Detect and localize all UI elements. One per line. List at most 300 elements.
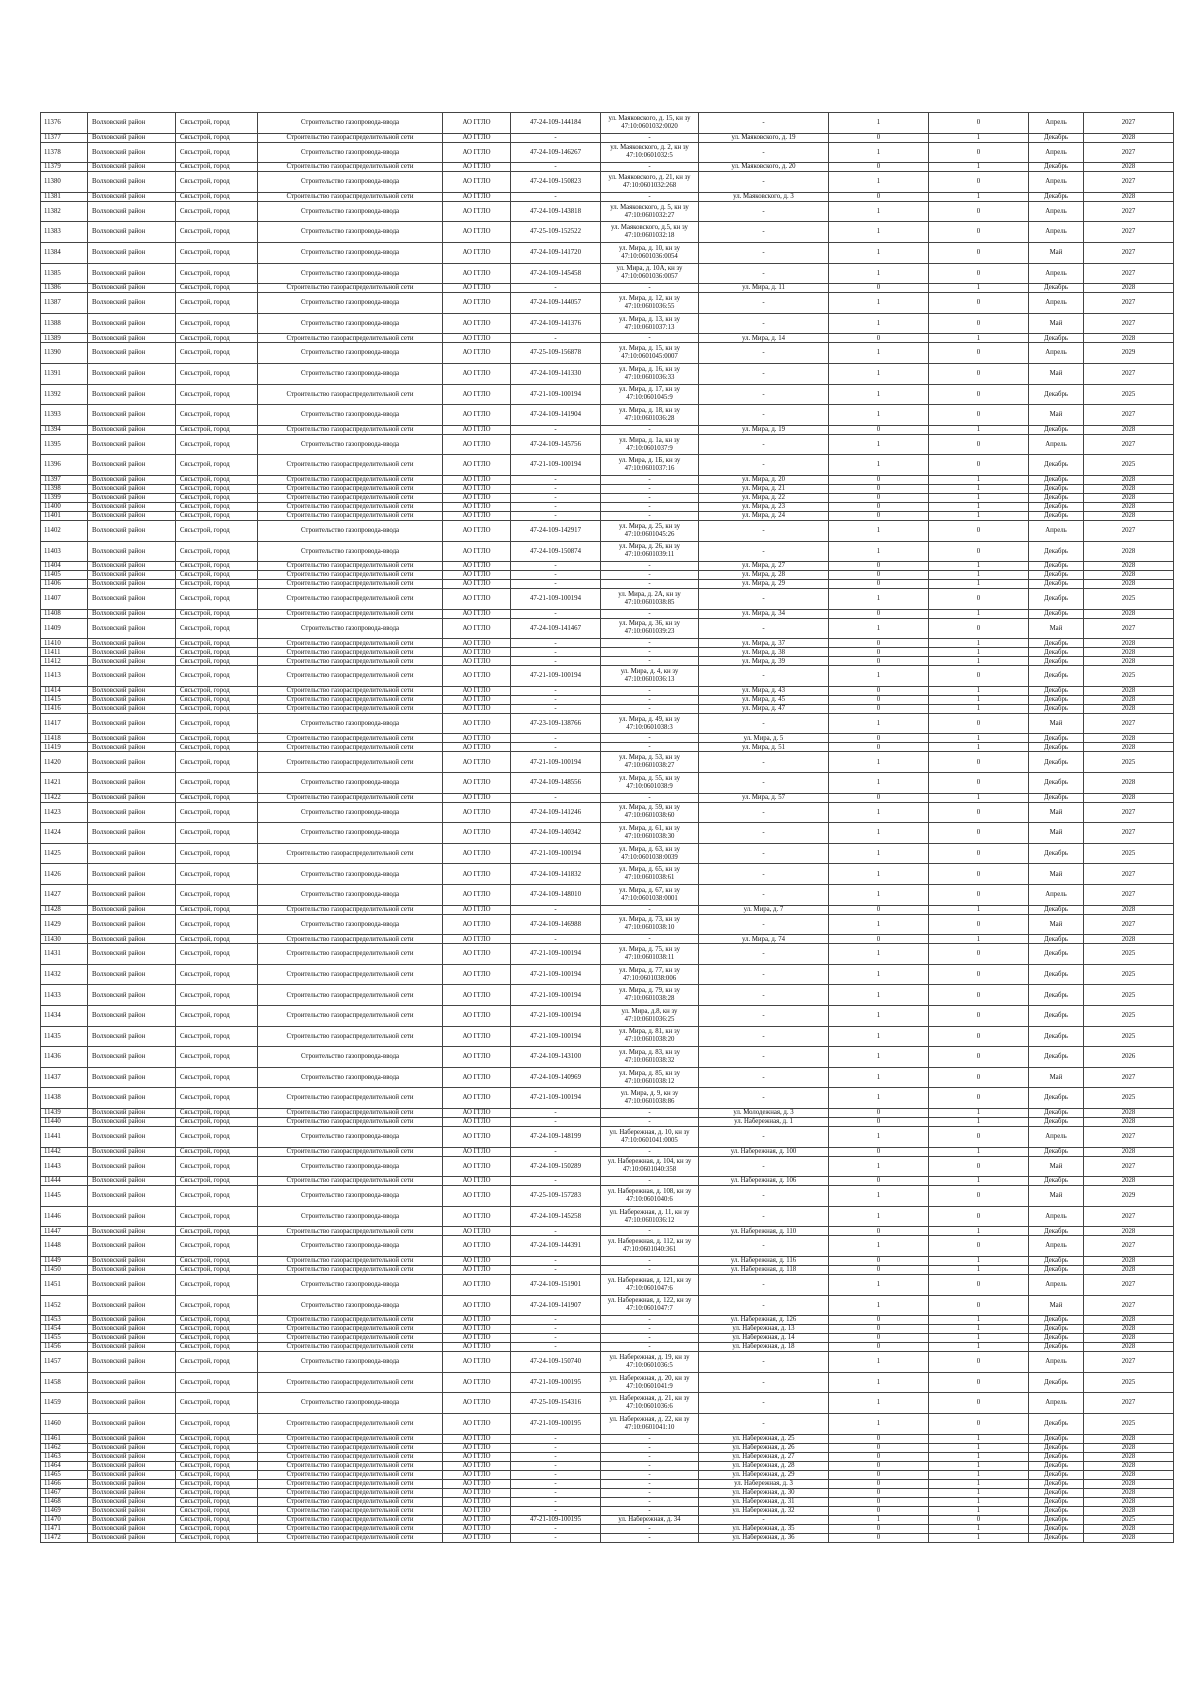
month-cell: Декабрь — [1029, 1479, 1084, 1488]
table-row — [41, 1117, 1174, 1126]
flag-b-cell: 0 — [929, 455, 1029, 476]
settlement-cell: Сясьстрой, город — [176, 1352, 258, 1373]
network-address-cell: ул. Мира, д. 74 — [699, 935, 829, 944]
address-cadastral-cell: ул. Мира, д. 55, кн зу 47:10:0601038:9 — [601, 773, 699, 794]
network-address-cell: - — [699, 1413, 829, 1434]
network-address-cell: - — [699, 618, 829, 639]
network-address-cell: ул. Набережная, д. 13 — [699, 1325, 829, 1334]
work-type-cell: Строительство газораспределительной сети — [258, 1026, 443, 1047]
flag-b-cell: 0 — [929, 1088, 1029, 1109]
settlement-cell: Сясьстрой, город — [176, 802, 258, 823]
district-cell: Волховский район — [88, 657, 176, 666]
work-type-cell: Строительство газораспределительной сети — [258, 493, 443, 502]
month-cell: Декабрь — [1029, 580, 1084, 589]
table-row — [41, 914, 1174, 935]
network-address-cell: - — [699, 914, 829, 935]
flag-b-cell: 1 — [929, 475, 1029, 484]
flag-a-cell: 1 — [829, 964, 929, 985]
year-cell: 2027 — [1084, 434, 1174, 455]
district-cell: Волховский район — [88, 1515, 176, 1524]
address-cadastral-cell: - — [601, 1334, 699, 1343]
organization-cell: АО ГГЛО — [443, 1108, 511, 1117]
table-row — [41, 1227, 1174, 1236]
settlement-cell: Сясьстрой, город — [176, 263, 258, 284]
network-address-cell: - — [699, 843, 829, 864]
organization-cell: АО ГГЛО — [443, 384, 511, 405]
network-address-cell: ул. Набережная, д. 26 — [699, 1443, 829, 1452]
month-cell: Май — [1029, 864, 1084, 885]
table-row — [41, 802, 1174, 823]
table-row — [41, 589, 1174, 610]
row-number: 11389 — [41, 334, 88, 343]
month-cell: Апрель — [1029, 142, 1084, 163]
table-row — [41, 1393, 1174, 1414]
application-number-cell: 47-24-109-148199 — [511, 1126, 601, 1147]
organization-cell: АО ГГЛО — [443, 1186, 511, 1207]
address-cadastral-cell: ул. Мира, д. 65, кн зу 47:10:0601038:61 — [601, 864, 699, 885]
application-number-cell: - — [511, 580, 601, 589]
table-row — [41, 313, 1174, 334]
organization-cell: АО ГГЛО — [443, 343, 511, 364]
row-number: 11453 — [41, 1316, 88, 1325]
organization-cell: АО ГГЛО — [443, 1026, 511, 1047]
application-number-cell: 47-24-109-148556 — [511, 773, 601, 794]
row-number: 11433 — [41, 985, 88, 1006]
flag-b-cell: 0 — [929, 1126, 1029, 1147]
row-number: 11411 — [41, 648, 88, 657]
row-number: 11412 — [41, 657, 88, 666]
network-address-cell: - — [699, 1156, 829, 1177]
year-cell: 2028 — [1084, 1108, 1174, 1117]
network-address-cell: ул. Набережная, д. 36 — [699, 1533, 829, 1542]
settlement-cell: Сясьстрой, город — [176, 589, 258, 610]
organization-cell: АО ГГЛО — [443, 1256, 511, 1265]
table-row — [41, 484, 1174, 493]
row-number: 11394 — [41, 425, 88, 434]
settlement-cell: Сясьстрой, город — [176, 695, 258, 704]
flag-a-cell: 1 — [829, 113, 929, 134]
flag-a-cell: 0 — [829, 1434, 929, 1443]
flag-b-cell: 0 — [929, 343, 1029, 364]
flag-b-cell: 1 — [929, 1177, 1029, 1186]
month-cell: Апрель — [1029, 520, 1084, 541]
month-cell: Декабрь — [1029, 1256, 1084, 1265]
row-number: 11445 — [41, 1186, 88, 1207]
row-number: 11396 — [41, 455, 88, 476]
row-number: 11401 — [41, 511, 88, 520]
month-cell: Декабрь — [1029, 425, 1084, 434]
settlement-cell: Сясьстрой, город — [176, 222, 258, 243]
month-cell: Декабрь — [1029, 1147, 1084, 1156]
network-address-cell: - — [699, 405, 829, 426]
network-address-cell: ул. Мира, д. 38 — [699, 648, 829, 657]
address-cadastral-cell: - — [601, 1488, 699, 1497]
settlement-cell: Сясьстрой, город — [176, 1334, 258, 1343]
settlement-cell: Сясьстрой, город — [176, 964, 258, 985]
district-cell: Волховский район — [88, 405, 176, 426]
flag-a-cell: 0 — [829, 639, 929, 648]
settlement-cell: Сясьстрой, город — [176, 163, 258, 172]
table-row — [41, 734, 1174, 743]
address-cadastral-cell: ул. Мира, д. 18, кн зу 47:10:0601036:28 — [601, 405, 699, 426]
work-type-cell: Строительство газораспределительной сети — [258, 163, 443, 172]
work-type-cell: Строительство газораспределительной сети — [258, 1524, 443, 1533]
month-cell: Май — [1029, 802, 1084, 823]
work-type-cell: Строительство газопровода-ввода — [258, 864, 443, 885]
organization-cell: АО ГГЛО — [443, 363, 511, 384]
flag-a-cell: 1 — [829, 242, 929, 263]
application-number-cell: 47-24-109-145756 — [511, 434, 601, 455]
flag-b-cell: 0 — [929, 618, 1029, 639]
year-cell: 2028 — [1084, 502, 1174, 511]
table-row — [41, 618, 1174, 639]
flag-a-cell: 0 — [829, 334, 929, 343]
year-cell: 2028 — [1084, 648, 1174, 657]
flag-b-cell: 0 — [929, 589, 1029, 610]
month-cell: Май — [1029, 405, 1084, 426]
flag-a-cell: 0 — [829, 580, 929, 589]
row-number: 11470 — [41, 1515, 88, 1524]
month-cell: Май — [1029, 363, 1084, 384]
row-number: 11415 — [41, 695, 88, 704]
work-type-cell: Строительство газораспределительной сети — [258, 944, 443, 965]
address-cadastral-cell: ул. Мира, д. 61, кн зу 47:10:0601038:30 — [601, 823, 699, 844]
year-cell: 2027 — [1084, 914, 1174, 935]
settlement-cell: Сясьстрой, город — [176, 1256, 258, 1265]
district-cell: Волховский район — [88, 1186, 176, 1207]
network-address-cell: ул. Мира, д. 57 — [699, 793, 829, 802]
application-number-cell: - — [511, 1325, 601, 1334]
row-number: 11417 — [41, 713, 88, 734]
row-number: 11416 — [41, 704, 88, 713]
address-cadastral-cell: ул. Набережная, д. 108, кн зу 47:10:0601040:6 — [601, 1186, 699, 1207]
work-type-cell: Строительство газопровода-ввода — [258, 434, 443, 455]
district-cell: Волховский район — [88, 1413, 176, 1434]
district-cell: Волховский район — [88, 1443, 176, 1452]
flag-b-cell: 1 — [929, 1108, 1029, 1117]
month-cell: Декабрь — [1029, 648, 1084, 657]
row-number: 11380 — [41, 172, 88, 193]
table-row — [41, 192, 1174, 201]
organization-cell: АО ГГЛО — [443, 1334, 511, 1343]
network-address-cell: ул. Набережная, д. 106 — [699, 1177, 829, 1186]
year-cell: 2028 — [1084, 484, 1174, 493]
table-row — [41, 1470, 1174, 1479]
address-cadastral-cell: - — [601, 425, 699, 434]
district-cell: Волховский район — [88, 1156, 176, 1177]
table-row — [41, 1047, 1174, 1068]
address-cadastral-cell: - — [601, 648, 699, 657]
organization-cell: АО ГГЛО — [443, 657, 511, 666]
district-cell: Волховский район — [88, 1325, 176, 1334]
organization-cell: АО ГГЛО — [443, 1470, 511, 1479]
application-number-cell: - — [511, 562, 601, 571]
address-cadastral-cell: ул. Мира, д. 85, кн зу 47:10:0601038:12 — [601, 1067, 699, 1088]
flag-a-cell: 1 — [829, 914, 929, 935]
address-cadastral-cell: ул. Набережная, д. 121, кн зу 47:10:0601047:6 — [601, 1274, 699, 1295]
network-address-cell: - — [699, 455, 829, 476]
year-cell: 2028 — [1084, 580, 1174, 589]
work-type-cell: Строительство газораспределительной сети — [258, 1372, 443, 1393]
flag-b-cell: 1 — [929, 580, 1029, 589]
month-cell: Декабрь — [1029, 1488, 1084, 1497]
address-cadastral-cell: - — [601, 1443, 699, 1452]
flag-a-cell: 1 — [829, 773, 929, 794]
address-cadastral-cell: ул. Мира, д. 12, кн зу 47:10:0601036:55 — [601, 293, 699, 314]
flag-a-cell: 1 — [829, 172, 929, 193]
flag-b-cell: 1 — [929, 1334, 1029, 1343]
organization-cell: АО ГГЛО — [443, 142, 511, 163]
organization-cell: АО ГГЛО — [443, 1372, 511, 1393]
flag-a-cell: 0 — [829, 1497, 929, 1506]
organization-cell: АО ГГЛО — [443, 222, 511, 243]
district-cell: Волховский район — [88, 1236, 176, 1257]
table-row — [41, 493, 1174, 502]
flag-b-cell: 0 — [929, 222, 1029, 243]
address-cadastral-cell: ул. Маяковского, д. 21, кн зу 47:10:0601032:268 — [601, 172, 699, 193]
organization-cell: АО ГГЛО — [443, 571, 511, 580]
year-cell: 2028 — [1084, 1334, 1174, 1343]
network-address-cell: ул. Мира, д. 14 — [699, 334, 829, 343]
address-cadastral-cell: - — [601, 657, 699, 666]
address-cadastral-cell: - — [601, 935, 699, 944]
address-cadastral-cell: ул. Мира, д. 16, кн зу 47:10:0601036:33 — [601, 363, 699, 384]
flag-b-cell: 1 — [929, 1443, 1029, 1452]
network-address-cell: ул. Мира, д. 27 — [699, 562, 829, 571]
address-cadastral-cell: ул. Мира, д. 36, кн зу 47:10:0601039:23 — [601, 618, 699, 639]
year-cell: 2025 — [1084, 843, 1174, 864]
address-cadastral-cell: - — [601, 1147, 699, 1156]
work-type-cell: Строительство газораспределительной сети — [258, 1227, 443, 1236]
table-row — [41, 657, 1174, 666]
row-number: 11404 — [41, 562, 88, 571]
year-cell: 2029 — [1084, 343, 1174, 364]
organization-cell: АО ГГЛО — [443, 1088, 511, 1109]
address-cadastral-cell: - — [601, 1227, 699, 1236]
row-number: 11381 — [41, 192, 88, 201]
year-cell: 2027 — [1084, 1067, 1174, 1088]
address-cadastral-cell: ул. Набережная, д. 21, кн зу 47:10:0601036:6 — [601, 1393, 699, 1414]
year-cell: 2028 — [1084, 425, 1174, 434]
district-cell: Волховский район — [88, 334, 176, 343]
work-type-cell: Строительство газопровода-ввода — [258, 242, 443, 263]
work-type-cell: Строительство газопровода-ввода — [258, 201, 443, 222]
network-address-cell: - — [699, 944, 829, 965]
row-number: 11442 — [41, 1147, 88, 1156]
network-address-cell: ул. Мира, д. 34 — [699, 609, 829, 618]
organization-cell: АО ГГЛО — [443, 1147, 511, 1156]
work-type-cell: Строительство газопровода-ввода — [258, 802, 443, 823]
settlement-cell: Сясьстрой, город — [176, 743, 258, 752]
application-number-cell: - — [511, 1488, 601, 1497]
year-cell: 2028 — [1084, 1177, 1174, 1186]
organization-cell: АО ГГЛО — [443, 1295, 511, 1316]
organization-cell: АО ГГЛО — [443, 1352, 511, 1373]
settlement-cell: Сясьстрой, город — [176, 1515, 258, 1524]
flag-a-cell: 1 — [829, 142, 929, 163]
application-number-cell: - — [511, 133, 601, 142]
flag-b-cell: 1 — [929, 1479, 1029, 1488]
month-cell: Декабрь — [1029, 1533, 1084, 1542]
table-row — [41, 609, 1174, 618]
application-number-cell: 47-25-109-157283 — [511, 1186, 601, 1207]
year-cell: 2025 — [1084, 985, 1174, 1006]
settlement-cell: Сясьстрой, город — [176, 511, 258, 520]
year-cell: 2027 — [1084, 363, 1174, 384]
flag-a-cell: 1 — [829, 1006, 929, 1027]
year-cell: 2025 — [1084, 384, 1174, 405]
network-address-cell: ул. Мира, д. 20 — [699, 475, 829, 484]
work-type-cell: Строительство газопровода-ввода — [258, 313, 443, 334]
row-number: 11461 — [41, 1434, 88, 1443]
organization-cell: АО ГГЛО — [443, 773, 511, 794]
flag-b-cell: 1 — [929, 704, 1029, 713]
flag-a-cell: 0 — [829, 1452, 929, 1461]
application-number-cell: 47-21-109-100194 — [511, 985, 601, 1006]
year-cell: 2025 — [1084, 752, 1174, 773]
flag-a-cell: 0 — [829, 163, 929, 172]
row-number: 11427 — [41, 885, 88, 906]
application-number-cell: 47-21-109-100194 — [511, 1088, 601, 1109]
row-number: 11398 — [41, 484, 88, 493]
address-cadastral-cell: - — [601, 1497, 699, 1506]
organization-cell: АО ГГЛО — [443, 823, 511, 844]
work-type-cell: Строительство газораспределительной сети — [258, 1488, 443, 1497]
application-number-cell: - — [511, 1524, 601, 1533]
flag-b-cell: 0 — [929, 1006, 1029, 1027]
year-cell: 2028 — [1084, 1479, 1174, 1488]
settlement-cell: Сясьстрой, город — [176, 1177, 258, 1186]
table-row — [41, 242, 1174, 263]
flag-b-cell: 1 — [929, 648, 1029, 657]
flag-a-cell: 1 — [829, 1067, 929, 1088]
address-cadastral-cell: ул. Набережная, д. 11, кн зу 47:10:0601036:12 — [601, 1206, 699, 1227]
year-cell: 2027 — [1084, 1295, 1174, 1316]
district-cell: Волховский район — [88, 1265, 176, 1274]
row-number: 11413 — [41, 666, 88, 687]
application-number-cell: - — [511, 657, 601, 666]
row-number: 11432 — [41, 964, 88, 985]
flag-b-cell: 1 — [929, 793, 1029, 802]
address-cadastral-cell: - — [601, 1470, 699, 1479]
month-cell: Декабрь — [1029, 1470, 1084, 1479]
row-number: 11421 — [41, 773, 88, 794]
table-row — [41, 502, 1174, 511]
flag-b-cell: 0 — [929, 520, 1029, 541]
organization-cell: АО ГГЛО — [443, 704, 511, 713]
table-row — [41, 1088, 1174, 1109]
work-type-cell: Строительство газопровода-ввода — [258, 773, 443, 794]
district-cell: Волховский район — [88, 484, 176, 493]
network-address-cell: ул. Маяковского, д. 3 — [699, 192, 829, 201]
settlement-cell: Сясьстрой, город — [176, 1316, 258, 1325]
table-row — [41, 293, 1174, 314]
flag-b-cell: 0 — [929, 1352, 1029, 1373]
organization-cell: АО ГГЛО — [443, 1488, 511, 1497]
network-address-cell: ул. Мира, д. 23 — [699, 502, 829, 511]
row-number: 11426 — [41, 864, 88, 885]
settlement-cell: Сясьстрой, город — [176, 1047, 258, 1068]
year-cell: 2028 — [1084, 1343, 1174, 1352]
network-address-cell: ул. Мира, д. 45 — [699, 695, 829, 704]
application-number-cell: 47-24-109-140342 — [511, 823, 601, 844]
month-cell: Апрель — [1029, 1236, 1084, 1257]
district-cell: Волховский район — [88, 502, 176, 511]
month-cell: Декабрь — [1029, 1316, 1084, 1325]
address-cadastral-cell: ул. Мира, д. 53, кн зу 47:10:0601038:27 — [601, 752, 699, 773]
flag-a-cell: 1 — [829, 520, 929, 541]
district-cell: Волховский район — [88, 1343, 176, 1352]
address-cadastral-cell: ул. Мира, д. 2А, кн зу 47:10:0601038:85 — [601, 589, 699, 610]
application-number-cell: 47-24-109-151901 — [511, 1274, 601, 1295]
month-cell: Декабрь — [1029, 657, 1084, 666]
network-address-cell: - — [699, 1067, 829, 1088]
work-type-cell: Строительство газопровода-ввода — [258, 520, 443, 541]
year-cell: 2028 — [1084, 475, 1174, 484]
table-row — [41, 985, 1174, 1006]
year-cell: 2028 — [1084, 163, 1174, 172]
month-cell: Май — [1029, 313, 1084, 334]
work-type-cell: Строительство газопровода-ввода — [258, 113, 443, 134]
flag-a-cell: 1 — [829, 944, 929, 965]
district-cell: Волховский район — [88, 1295, 176, 1316]
flag-a-cell: 0 — [829, 1533, 929, 1542]
address-cadastral-cell: ул. Мира, д. 73, кн зу 47:10:0601038:10 — [601, 914, 699, 935]
settlement-cell: Сясьстрой, город — [176, 1343, 258, 1352]
flag-a-cell: 0 — [829, 1147, 929, 1156]
work-type-cell: Строительство газораспределительной сети — [258, 1316, 443, 1325]
table-row — [41, 384, 1174, 405]
organization-cell: АО ГГЛО — [443, 502, 511, 511]
organization-cell: АО ГГЛО — [443, 172, 511, 193]
year-cell: 2028 — [1084, 1488, 1174, 1497]
row-number: 11399 — [41, 493, 88, 502]
flag-a-cell: 0 — [829, 648, 929, 657]
application-number-cell: - — [511, 1452, 601, 1461]
work-type-cell: Строительство газопровода-ввода — [258, 713, 443, 734]
month-cell: Май — [1029, 713, 1084, 734]
settlement-cell: Сясьстрой, город — [176, 1434, 258, 1443]
table-row — [41, 964, 1174, 985]
month-cell: Декабрь — [1029, 734, 1084, 743]
network-address-cell: - — [699, 985, 829, 1006]
work-type-cell: Строительство газопровода-ввода — [258, 263, 443, 284]
district-cell: Волховский район — [88, 475, 176, 484]
table-row — [41, 571, 1174, 580]
application-number-cell: 47-21-109-100194 — [511, 1006, 601, 1027]
month-cell: Май — [1029, 1186, 1084, 1207]
address-cadastral-cell: ул. Мира, д.8, кн зу 47:10:0601036:25 — [601, 1006, 699, 1027]
table-row — [41, 133, 1174, 142]
organization-cell: АО ГГЛО — [443, 1434, 511, 1443]
address-cadastral-cell: - — [601, 493, 699, 502]
address-cadastral-cell: - — [601, 1265, 699, 1274]
row-number: 11468 — [41, 1497, 88, 1506]
document-page — [40, 112, 1173, 1543]
year-cell: 2028 — [1084, 905, 1174, 914]
work-type-cell: Строительство газораспределительной сети — [258, 1452, 443, 1461]
network-address-cell: ул. Набережная, д. 14 — [699, 1334, 829, 1343]
flag-a-cell: 1 — [829, 313, 929, 334]
settlement-cell: Сясьстрой, город — [176, 1067, 258, 1088]
flag-a-cell: 0 — [829, 609, 929, 618]
settlement-cell: Сясьстрой, город — [176, 334, 258, 343]
work-type-cell: Строительство газопровода-ввода — [258, 1186, 443, 1207]
application-number-cell: - — [511, 502, 601, 511]
district-cell: Волховский район — [88, 580, 176, 589]
organization-cell: АО ГГЛО — [443, 885, 511, 906]
organization-cell: АО ГГЛО — [443, 985, 511, 1006]
